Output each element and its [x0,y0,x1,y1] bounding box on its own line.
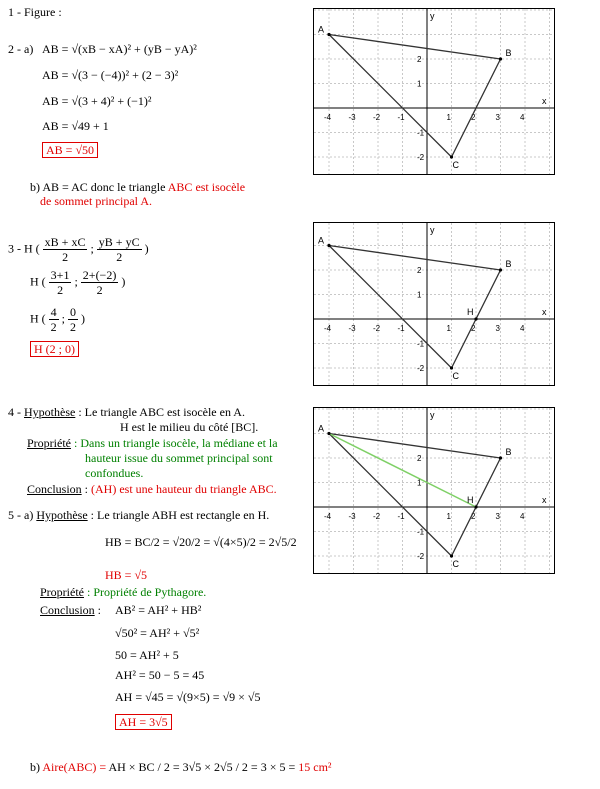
triangle-abc [329,246,501,369]
area-line: b) Aire(ABC) = AH × BC / 2 = 3√5 × 2√5 / 2 = 3 × 5 = 15 cm² [30,760,332,774]
pyth-4: AH² = 50 − 5 = 45 [115,668,205,682]
x-label: x [542,307,547,317]
x-tick-label: -4 [324,512,332,521]
point-b-dot [499,456,502,459]
point-b-label: B [505,259,512,269]
y-label: y [430,225,435,235]
triangle-abc [329,35,501,158]
x-tick-label: 4 [520,512,525,521]
q2b-line2: de sommet principal A. [40,194,152,208]
x-tick-label: 4 [520,324,525,333]
q2-prefix: 2 - a) [8,42,34,56]
triangle-abc [329,434,501,557]
pyth-5: AH = √45 = √(9×5) = √9 × √5 [115,690,261,704]
pyth-1: AB² = AH² + HB² [115,603,202,617]
x-tick-label: 2 [471,113,476,122]
x-tick-label: 3 [495,512,500,521]
x-tick-label: 3 [495,324,500,333]
q5-conclusion-label: Conclusion : [40,603,102,617]
y-tick-label: 1 [417,478,422,488]
h-formula: 3 - H ( $\frac{xB + xC}{2}$ ; $\frac{yB + yC}{2}$ ) [8,235,149,264]
y-tick-label: 2 [417,454,422,463]
point-h-dot [474,317,477,320]
point-h-label: H [467,495,474,505]
point-c-label: C [452,559,459,569]
point-c-dot [450,155,453,158]
q4-property-1: Propriété : Dans un triangle isocèle, la médiane et la [27,436,278,450]
x-tick-label: 4 [520,113,525,122]
y-tick-label: -2 [417,552,425,561]
graph-3 [313,407,555,574]
x-tick-label: -1 [397,113,405,122]
y-tick-label: -1 [417,527,425,537]
hb-result: HB = √5 [105,568,148,582]
q4-hypothesis: 4 - Hypothèse : Le triangle ABC est isocèle en A. [8,405,245,419]
y-tick-label: 2 [417,55,422,64]
point-h-label: H [467,307,474,317]
point-b-label: B [505,48,512,58]
q5-hypothesis: 5 - a) Hypothèse : Le triangle ABH est rectangle en H. [8,508,270,522]
y-tick-label: 2 [417,266,422,275]
x-tick-label: 3 [495,113,500,122]
point-a-label: A [318,423,325,434]
point-a-label: A [318,24,325,35]
h-step1: H ( $\frac{3+1}{2}$ ; $\frac{2+(-2)}{2}$ ) [30,268,126,297]
ab-formula: AB = √(xB − xA)² + (yB − yA)² [42,42,197,56]
q4-property-3: confondues. [85,466,144,480]
x-tick-label: -1 [397,512,405,521]
x-label: x [542,96,547,106]
x-tick-label: -2 [373,324,381,333]
q4-conclusion: Conclusion : (AH) est une hauteur du triangle ABC. [27,482,277,496]
point-b-label: B [505,447,512,457]
x-tick-label: 2 [471,512,476,521]
ah-result: AH = 3√5 [115,714,172,730]
point-c-label: C [452,160,459,170]
ab-step1: AB = √(3 − (−4))² + (2 − 3)² [42,68,179,82]
h-step2: H ( $\frac{4}{2}$ ; $\frac{0}{2}$ ) [30,305,86,334]
y-tick-label: 1 [417,79,422,89]
point-a-dot [327,33,330,36]
x-tick-label: 1 [446,512,451,521]
point-a-dot [327,432,330,435]
x-tick-label: 1 [446,324,451,333]
y-tick-label: -2 [417,153,425,162]
point-c-dot [450,554,453,557]
y-tick-label: -1 [417,128,425,138]
graph-1 [313,8,555,175]
ab-step3: AB = √49 + 1 [42,119,109,133]
point-h-dot [474,505,477,508]
q4-hypothesis-2: H est le milieu du côté [BC]. [120,420,259,434]
x-tick-label: -3 [348,324,356,333]
y-label: y [430,11,435,21]
x-tick-label: -2 [373,512,381,521]
y-tick-label: -1 [417,339,425,349]
point-c-dot [450,366,453,369]
graph-2 [313,222,555,386]
y-tick-label: -2 [417,364,425,373]
x-tick-label: -4 [324,113,332,122]
x-tick-label: 1 [446,113,451,122]
x-tick-label: -1 [397,324,405,333]
point-c-label: C [452,371,459,381]
pyth-2: √50² = AH² + √5² [115,626,200,640]
figure-heading: 1 - Figure : [8,5,62,19]
x-tick-label: -3 [348,113,356,122]
q4-property-2: hauteur issue du sommet principal sont [85,451,273,465]
point-a-dot [327,244,330,247]
q2b-line1: b) AB = AC donc le triangle ABC est isocèle [30,180,246,194]
y-tick-label: 1 [417,290,422,300]
pyth-3: 50 = AH² + 5 [115,648,179,662]
x-tick-label: -2 [373,113,381,122]
h-result: H (2 ; 0) [30,341,79,357]
ab-step2: AB = √(3 + 4)² + (−1)² [42,94,152,108]
hb-calc: HB = BC/2 = √20/2 = √(4×5)/2 = 2√5/2 [105,535,297,549]
point-b-dot [499,57,502,60]
x-tick-label: 2 [471,324,476,333]
y-label: y [430,410,435,420]
ab-result: AB = √50 [42,142,98,158]
x-tick-label: -4 [324,324,332,333]
x-label: x [542,495,547,505]
point-a-label: A [318,235,325,246]
point-b-dot [499,268,502,271]
x-tick-label: -3 [348,512,356,521]
q5-property: Propriété : Propriété de Pythagore. [40,585,207,599]
